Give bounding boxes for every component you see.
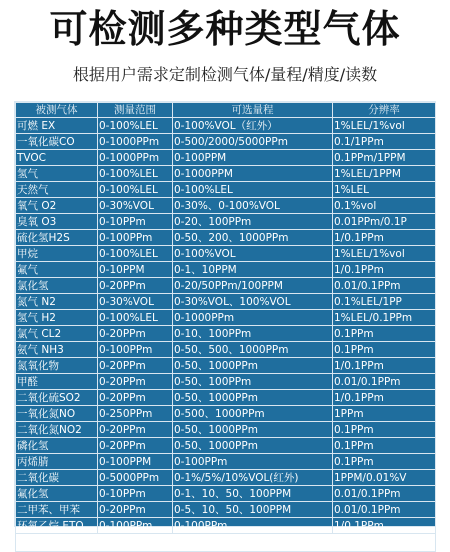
cell-optional-range: 0-50、1000PPm xyxy=(173,422,333,438)
cell-optional-range: 0-10、100PPm xyxy=(173,326,333,342)
cell-optional-range: 0-50、1000PPm xyxy=(173,358,333,374)
cell-gas: 氮气 N2 xyxy=(16,294,98,310)
cell-optional-range: 0-50、500、1000PPm xyxy=(173,342,333,358)
table-row xyxy=(16,118,436,134)
cell-range: 0-100%LEL xyxy=(98,310,173,326)
cell-gas: 氢气 H2 xyxy=(16,310,98,326)
gas-spec-table-container xyxy=(14,101,436,549)
cell-resolution: 0.01/0.1PPm xyxy=(333,502,436,518)
table-row xyxy=(16,198,436,214)
table-row xyxy=(16,454,436,470)
cell-range: 0-1000PPm xyxy=(98,134,173,150)
cell-gas: 可燃 EX xyxy=(16,118,98,134)
table-row xyxy=(16,166,436,182)
cell-range: 0-10PPm xyxy=(98,486,173,502)
cell-gas: 氧气 O2 xyxy=(16,198,98,214)
cell-optional-range: 0-50、100PPm xyxy=(173,374,333,390)
cell-gas: 氟化氢 xyxy=(16,486,98,502)
cell-resolution: 1%LEL/0.1PPm xyxy=(333,310,436,326)
cell-optional-range: 0-100%VOL（红外） xyxy=(173,118,333,134)
cell-resolution: 0.01/0.1PPm xyxy=(333,374,436,390)
cell-range: 0-20PPm xyxy=(98,278,173,294)
table-row xyxy=(16,230,436,246)
cell-optional-range: 0-100%LEL xyxy=(173,182,333,198)
cell-resolution: 1/0.1PPm xyxy=(333,518,436,534)
cell-resolution: 1%LEL/1PPM xyxy=(333,166,436,182)
cell-resolution: 1/0.1PPm xyxy=(333,390,436,406)
cell-resolution: 1PPm xyxy=(333,406,436,422)
cell-range: 0-20PPm xyxy=(98,358,173,374)
cell-gas: 二氧化碳 xyxy=(16,470,98,486)
cell-resolution: 0.1PPm xyxy=(333,342,436,358)
table-row xyxy=(16,518,436,534)
cell-range: 0-100PPM xyxy=(98,454,173,470)
cell-optional-range: 0-1、10、50、100PPM xyxy=(173,486,333,502)
table-row xyxy=(16,358,436,374)
cell-range: 0-20PPm xyxy=(98,502,173,518)
cell-optional-range: 0-100PPm xyxy=(173,518,333,534)
cell-resolution: 1/0.1PPm xyxy=(333,230,436,246)
table-row xyxy=(16,422,436,438)
cell-resolution: 0.01/0.1PPm xyxy=(333,486,436,502)
header-range: 测量范围 xyxy=(98,103,173,118)
cell-gas: 氯化氢 xyxy=(16,278,98,294)
table-row xyxy=(16,486,436,502)
table-row xyxy=(16,406,436,422)
cell-resolution: 0.1PPm xyxy=(333,422,436,438)
cell-optional-range: 0-50、200、1000PPm xyxy=(173,230,333,246)
cell-resolution: 0.01PPm/0.1P xyxy=(333,214,436,230)
cell-optional-range: 0-1000PPm xyxy=(173,310,333,326)
cell-gas: 环氧乙烷 ETO xyxy=(16,518,98,534)
table-row xyxy=(16,342,436,358)
cell-gas: 氯气 CL2 xyxy=(16,326,98,342)
table-header-row xyxy=(16,103,436,118)
header-resolution: 分辨率 xyxy=(333,103,436,118)
cell-optional-range: 0-5、10、50、100PPM xyxy=(173,502,333,518)
cell-optional-range: 0-1%/5%/10%VOL(红外) xyxy=(173,470,333,486)
cell-gas: 甲醛 xyxy=(16,374,98,390)
table-row xyxy=(16,214,436,230)
table-row xyxy=(16,246,436,262)
cell-gas: 天然气 xyxy=(16,182,98,198)
cell-optional-range: 0-30%、0-100%VOL xyxy=(173,198,333,214)
cell-gas: 臭氧 O3 xyxy=(16,214,98,230)
cell-resolution: 0.01/0.1PPm xyxy=(333,278,436,294)
cell-range: 0-100%LEL xyxy=(98,166,173,182)
gas-spec-table xyxy=(15,102,436,552)
cell-resolution: 0.1PPm xyxy=(333,454,436,470)
cell-gas: 一氧化碳CO xyxy=(16,134,98,150)
cell-optional-range: 0-100PPM xyxy=(173,150,333,166)
table-row xyxy=(16,470,436,486)
table-row xyxy=(16,438,436,454)
cell-range: 0-5000PPm xyxy=(98,470,173,486)
cell-resolution: 0.1PPm xyxy=(333,438,436,454)
cell-gas: 氨气 NH3 xyxy=(16,342,98,358)
cell-resolution: 1PPM/0.01%V xyxy=(333,470,436,486)
cell-optional-range: 0-500、1000PPm xyxy=(173,406,333,422)
table-row xyxy=(16,294,436,310)
page-subtitle: 根据用户需求定制检测气体/量程/精度/读数 xyxy=(72,65,378,84)
cell-range: 0-30%VOL xyxy=(98,198,173,214)
table-row xyxy=(16,390,436,406)
table-body xyxy=(16,118,436,534)
cell-range: 0-1000PPm xyxy=(98,150,173,166)
cell-range: 0-100%LEL xyxy=(98,246,173,262)
table-footer-row xyxy=(16,534,436,552)
cell-resolution: 0.1PPm/1PPM xyxy=(333,150,436,166)
cell-range: 0-20PPm xyxy=(98,422,173,438)
cell-range: 0-20PPm xyxy=(98,374,173,390)
cell-range: 0-250PPm xyxy=(98,406,173,422)
header-optional-range: 可选量程 xyxy=(173,103,333,118)
cell-gas: 二氧化硫SO2 xyxy=(16,390,98,406)
cell-resolution: 1%LEL/1%vol xyxy=(333,246,436,262)
cell-range: 0-100%LEL xyxy=(98,118,173,134)
cell-gas: 甲烷 xyxy=(16,246,98,262)
cell-optional-range: 0-1、10PPM xyxy=(173,262,333,278)
page-title: 可检测多种类型气体 xyxy=(49,7,401,51)
cell-range: 0-10PPM xyxy=(98,262,173,278)
cell-resolution: 0.1%LEL/1PP xyxy=(333,294,436,310)
cell-optional-range: 0-50、1000PPm xyxy=(173,390,333,406)
cell-optional-range: 0-500/2000/5000PPm xyxy=(173,134,333,150)
cell-resolution: 1%LEL/1%vol xyxy=(333,118,436,134)
table-row xyxy=(16,310,436,326)
cell-gas: 氮氧化物 xyxy=(16,358,98,374)
cell-resolution: 1%LEL xyxy=(333,182,436,198)
table-row xyxy=(16,150,436,166)
cell-gas: 硫化氢H2S xyxy=(16,230,98,246)
cell-resolution: 1/0.1PPm xyxy=(333,358,436,374)
cell-optional-range: 0-20/50PPm/100PPM xyxy=(173,278,333,294)
cell-gas: 磷化氢 xyxy=(16,438,98,454)
header-gas: 被测气体 xyxy=(16,103,98,118)
cell-optional-range: 0-100PPm xyxy=(173,454,333,470)
cell-gas: TVOC xyxy=(16,150,98,166)
table-row xyxy=(16,502,436,518)
cell-range: 0-100PPm xyxy=(98,342,173,358)
cell-optional-range: 0-50、1000PPm xyxy=(173,438,333,454)
cell-gas: 氟气 xyxy=(16,262,98,278)
cell-gas: 一氧化氮NO xyxy=(16,406,98,422)
cell-resolution: 0.1PPm xyxy=(333,326,436,342)
cell-resolution: 0.1/1PPm xyxy=(333,134,436,150)
cell-resolution: 0.1%vol xyxy=(333,198,436,214)
cell-gas: 丙烯腈 xyxy=(16,454,98,470)
table-row xyxy=(16,134,436,150)
cell-optional-range: 0-30%VOL、100%VOL xyxy=(173,294,333,310)
table-row xyxy=(16,326,436,342)
table-footer-note: 未列气体请联系客服 xyxy=(16,534,436,552)
cell-range: 0-20PPm xyxy=(98,326,173,342)
cell-range: 0-100PPm xyxy=(98,230,173,246)
table-row xyxy=(16,278,436,294)
cell-range: 0-20PPm xyxy=(98,438,173,454)
table-row xyxy=(16,374,436,390)
cell-optional-range: 0-20、100PPm xyxy=(173,214,333,230)
cell-gas: 二甲苯、甲苯 xyxy=(16,502,98,518)
cell-resolution: 1/0.1PPm xyxy=(333,262,436,278)
cell-gas: 二氧化氮NO2 xyxy=(16,422,98,438)
cell-optional-range: 0-100%VOL xyxy=(173,246,333,262)
table-row xyxy=(16,182,436,198)
table-row xyxy=(16,262,436,278)
cell-range: 0-100%LEL xyxy=(98,182,173,198)
cell-range: 0-10PPm xyxy=(98,214,173,230)
cell-range: 0-20PPm xyxy=(98,390,173,406)
cell-range: 0-30%VOL xyxy=(98,294,173,310)
cell-optional-range: 0-1000PPM xyxy=(173,166,333,182)
cell-range: 0-100PPm xyxy=(98,518,173,534)
cell-gas: 氢气 xyxy=(16,166,98,182)
